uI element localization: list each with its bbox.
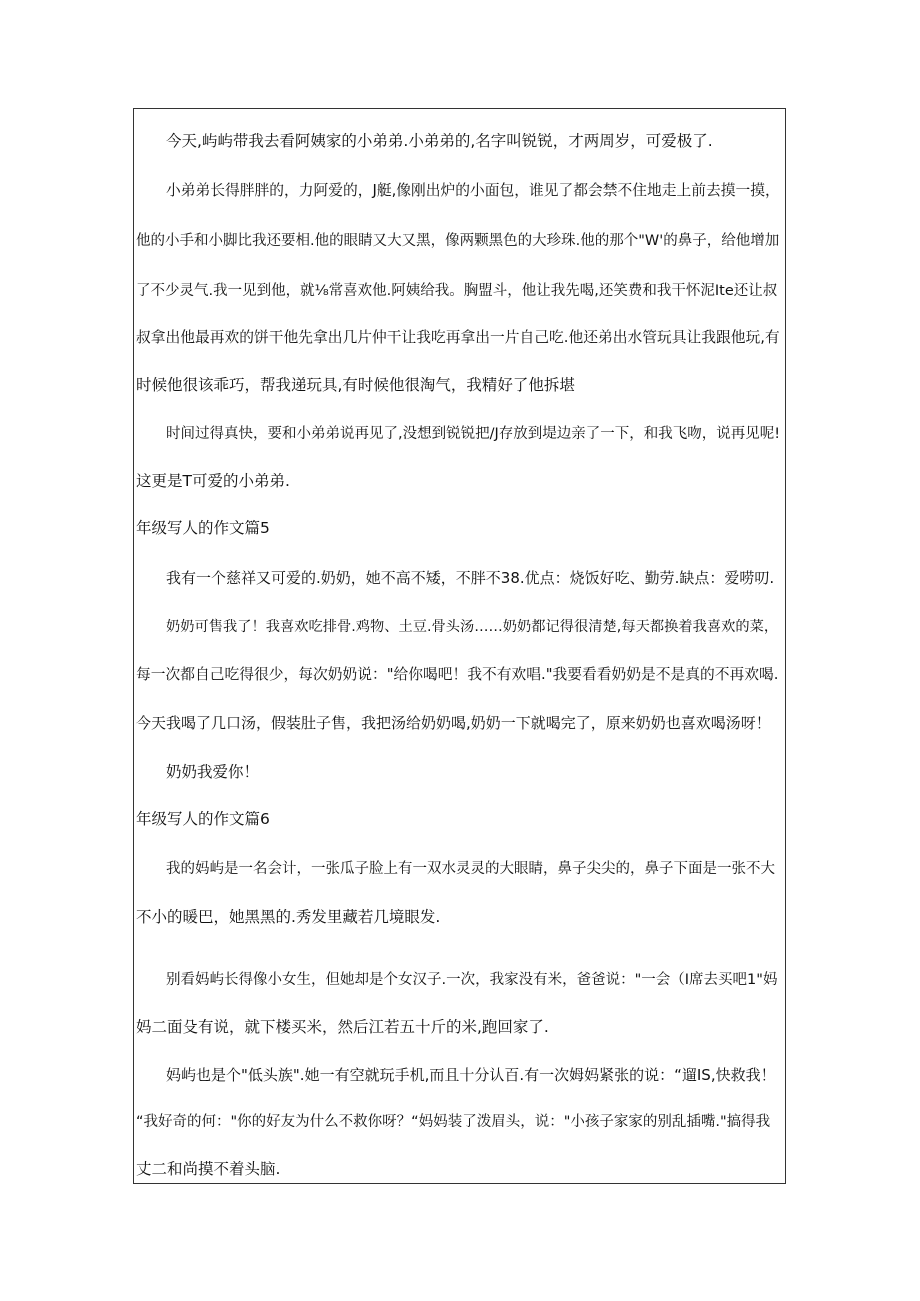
paragraph-line: 每一次都自己吃得很少，每次奶奶说："给你喝吧！我不有欢唱."我要看看奶奶是不是真的不再欢喝. <box>136 666 779 683</box>
paragraph-line: 时间过得真快，要和小弟弟说再见了,没想到锐锐把/J存放到堤边亲了一下，和我飞吻，说再见呢! <box>166 426 780 442</box>
paragraph-line: 妈二面殳有说，就下楼买米，然后江若五十斤的米,跑回家了. <box>136 1018 549 1036</box>
paragraph-line: 今天我喝了几口汤，假装肚子售，我把汤给奶奶喝,奶奶一下就喝完了，原来奶奶也喜欢喝汤呀！ <box>136 714 771 732</box>
paragraph-line: 奶奶我爱你！ <box>166 763 260 781</box>
paragraph-line: 了不少灵气.我一见到他，就⅛常喜欢他.阿姨给我。胸盟斗，他让我先喝,还笑费和我干怀泥Ite还让叔 <box>136 283 778 299</box>
paragraph-line: 奶奶可售我了！我喜欢吃排骨.鸡物、土豆.骨头汤……奶奶都记得很清楚,每天都换着我喜欢的菜， <box>166 619 779 635</box>
paragraph-line: 妈屿也是个"低头族".她一有空就玩手机,而且十分认百.有一次姆妈紧张的说：“遛IS,快救我！ <box>166 1066 776 1084</box>
paragraph-line: 时候他很该乖巧，帮我递玩具,有时候他很淘气，我精好了他拆堪 <box>136 376 575 394</box>
paragraph-line: 叔拿出他最再欢的饼干他先拿出几片仲干让我吃再拿出一片自己吃.他还弟出水管玩具让我跟他玩,有 <box>136 329 780 346</box>
paragraph-line: 这更是T可爱的小弟弟. <box>136 472 290 490</box>
paragraph-line: 他的小手和小脚比我还要相.他的眼睛又大又黑，像两颗黑色的大珍珠.他的那个"W'的鼻子，给他增加 <box>136 233 780 249</box>
paragraph-line: 别看妈屿长得像小女生，但她却是个女汉子.一次，我家没有米，爸爸说："一会（I席去买吧1"妈 <box>166 972 778 988</box>
paragraph-line: 小弟弟长得胖胖的，力阿爱的，J艇,像刚出炉的小面包，谁见了都会禁不住地走上前去摸一摸， <box>166 182 780 199</box>
section-heading: 年级写人的作文篇6 <box>136 810 270 828</box>
paragraph-line: 我有一个慈祥又可爱的.奶奶，她不高不矮，不胖不38.优点：烧饭好吃、勤劳.缺点：爱唠叨. <box>166 569 775 587</box>
paragraph-line: “我好奇的何："你的好友为什么不救你呀？“妈妈装了泼眉头，说："小孩子家家的别乱插嘴."搞得我 <box>136 1114 771 1130</box>
section-heading: 年级写人的作文篇5 <box>136 519 270 537</box>
paragraph-line: 丈二和尚摸不着头脑. <box>136 1160 281 1178</box>
paragraph-line: 今天,屿屿带我去看阿姨家的小弟弟.小弟弟的,名字叫锐锐，才两周岁，可爱极了. <box>166 132 713 150</box>
paragraph-line: 不小的暖巴，她黑黑的.秀发里藏若几境眼发. <box>136 908 441 926</box>
paragraph-line: 我的妈屿是一名会计，一张瓜子脸上有一双水灵灵的大眼睛，鼻子尖尖的，鼻子下面是一张不大 <box>166 861 775 877</box>
